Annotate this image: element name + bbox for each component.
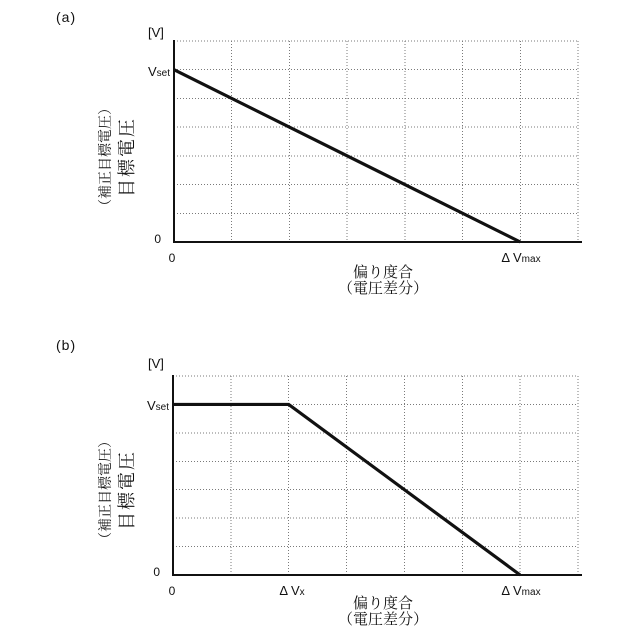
dvmax-main-a: Δ V bbox=[501, 250, 522, 265]
x-axis-tick-dvmax-b bbox=[486, 583, 556, 598]
y-axis-title-b bbox=[95, 410, 139, 570]
vset-main-a: V bbox=[147, 64, 157, 79]
dvmax-sub-b: max bbox=[521, 587, 541, 598]
panel-label-a: (a) bbox=[56, 9, 77, 25]
dvmax-main-b: Δ V bbox=[501, 583, 522, 598]
vset-sub-a: set bbox=[156, 68, 170, 79]
x-axis-tick-dvmax-a bbox=[486, 250, 556, 265]
x-axis-title-line1-b: 偏り度合 bbox=[352, 595, 413, 612]
y-axis-tick-zero-a: 0 bbox=[154, 232, 161, 246]
dvx-sub-b: x bbox=[299, 587, 305, 598]
vset-main-b: V bbox=[146, 398, 156, 413]
y-axis-title-secondary-a: （補正目標電圧） bbox=[97, 101, 113, 213]
panel-label-b: (b) bbox=[56, 337, 77, 353]
y-axis-title-secondary-b: （補正目標電圧） bbox=[97, 434, 113, 546]
x-axis-tick-zero-a: 0 bbox=[168, 251, 176, 265]
y-axis-unit-label-b: [V] bbox=[148, 356, 164, 371]
x-axis-title-a bbox=[283, 265, 483, 297]
vset-sub-b: set bbox=[155, 402, 169, 413]
line-chart-a bbox=[172, 39, 586, 247]
y-axis-unit-label-a: [V] bbox=[148, 25, 164, 40]
y-axis-title-primary-b: 目標電圧 bbox=[117, 450, 137, 530]
dvx-main-b: Δ V bbox=[279, 583, 300, 598]
y-axis-title-primary-a: 目標電圧 bbox=[117, 117, 137, 197]
x-axis-title-line2-b: （電圧差分） bbox=[337, 611, 428, 628]
x-axis-title-b bbox=[283, 596, 483, 628]
y-axis-tick-zero-b: 0 bbox=[153, 565, 160, 579]
line-chart-b bbox=[171, 374, 586, 580]
dvmax-sub-a: max bbox=[521, 254, 541, 265]
y-axis-title-a bbox=[95, 77, 139, 237]
x-axis-title-line2-a: （電圧差分） bbox=[337, 280, 428, 297]
x-axis-title-line1-a: 偏り度合 bbox=[352, 264, 413, 281]
x-axis-tick-zero-b: 0 bbox=[168, 584, 176, 598]
